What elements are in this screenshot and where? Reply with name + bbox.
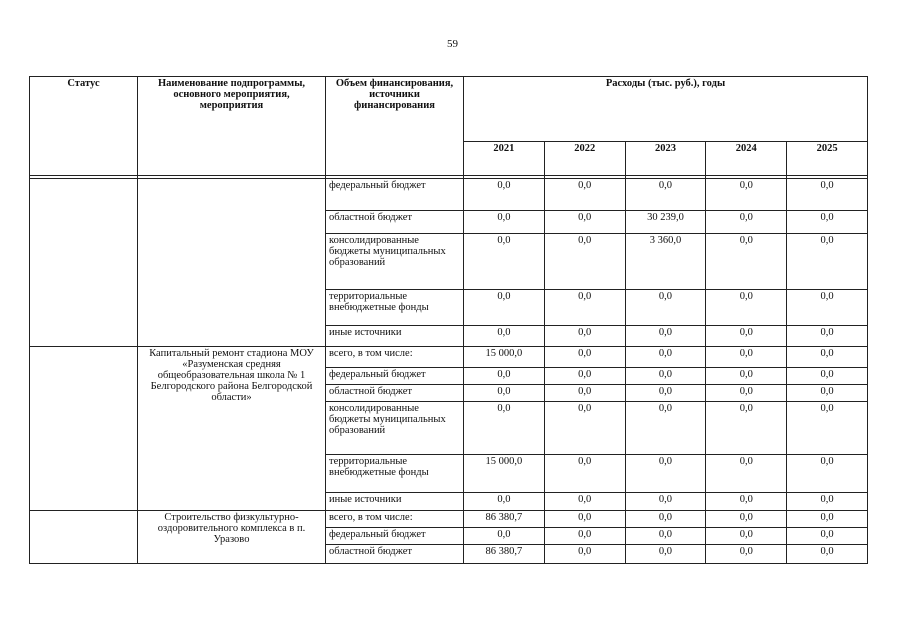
status-cell [30, 511, 138, 564]
value-cell-2021: 0,0 [464, 326, 545, 347]
funding-source-cell: областной бюджет [326, 545, 464, 564]
value-cell-2025: 0,0 [787, 368, 868, 385]
funding-source-cell: федеральный бюджет [326, 368, 464, 385]
financing-table [29, 76, 868, 564]
value-cell-2022: 0,0 [544, 234, 625, 290]
value-cell-2023: 0,0 [625, 455, 706, 493]
status-cell [30, 179, 138, 347]
value-cell-2021: 0,0 [464, 211, 545, 234]
value-cell-2025: 0,0 [787, 528, 868, 545]
value-cell-2025: 0,0 [787, 179, 868, 211]
value-cell-2025: 0,0 [787, 211, 868, 234]
value-cell-2023: 30 239,0 [625, 211, 706, 234]
value-cell-2022: 0,0 [544, 511, 625, 528]
table-body [30, 176, 868, 564]
value-cell-2024: 0,0 [706, 511, 787, 528]
value-cell-2024: 0,0 [706, 347, 787, 368]
value-cell-2022: 0,0 [544, 528, 625, 545]
value-cell-2024: 0,0 [706, 211, 787, 234]
page-number: 59 [447, 38, 458, 50]
funding-source-cell: консолидированные бюджеты муниципальных образований [326, 402, 464, 455]
header-year: 2024 [706, 142, 787, 176]
funding-source-cell: иные источники [326, 493, 464, 511]
value-cell-2025: 0,0 [787, 511, 868, 528]
value-cell-2023: 0,0 [625, 347, 706, 368]
funding-source-cell: территориальные внебюджетные фонды [326, 455, 464, 493]
header-year: 2022 [544, 142, 625, 176]
value-cell-2021: 0,0 [464, 493, 545, 511]
value-cell-2023: 0,0 [625, 368, 706, 385]
header-expenses: Расходы (тыс. руб.), годы [464, 77, 868, 142]
value-cell-2025: 0,0 [787, 545, 868, 564]
value-cell-2022: 0,0 [544, 347, 625, 368]
table-row [30, 511, 868, 528]
funding-source-cell: областной бюджет [326, 211, 464, 234]
value-cell-2025: 0,0 [787, 326, 868, 347]
value-cell-2021: 0,0 [464, 290, 545, 326]
value-cell-2025: 0,0 [787, 347, 868, 368]
value-cell-2023: 0,0 [625, 493, 706, 511]
funding-source-cell: всего, в том числе: [326, 511, 464, 528]
value-cell-2024: 0,0 [706, 179, 787, 211]
value-cell-2023: 0,0 [625, 528, 706, 545]
value-cell-2021: 86 380,7 [464, 545, 545, 564]
value-cell-2023: 0,0 [625, 385, 706, 402]
value-cell-2022: 0,0 [544, 290, 625, 326]
status-cell [30, 347, 138, 511]
value-cell-2021: 0,0 [464, 385, 545, 402]
value-cell-2024: 0,0 [706, 455, 787, 493]
value-cell-2023: 3 360,0 [625, 234, 706, 290]
value-cell-2023: 0,0 [625, 545, 706, 564]
header-year: 2025 [787, 142, 868, 176]
activity-name-cell [138, 179, 326, 347]
value-cell-2021: 15 000,0 [464, 347, 545, 368]
header-year: 2021 [464, 142, 545, 176]
header-status: Статус [30, 77, 138, 176]
value-cell-2024: 0,0 [706, 290, 787, 326]
value-cell-2023: 0,0 [625, 511, 706, 528]
value-cell-2023: 0,0 [625, 179, 706, 211]
value-cell-2024: 0,0 [706, 402, 787, 455]
funding-source-cell: федеральный бюджет [326, 528, 464, 545]
funding-source-cell: областной бюджет [326, 385, 464, 402]
value-cell-2024: 0,0 [706, 234, 787, 290]
value-cell-2025: 0,0 [787, 385, 868, 402]
value-cell-2024: 0,0 [706, 528, 787, 545]
value-cell-2022: 0,0 [544, 368, 625, 385]
value-cell-2023: 0,0 [625, 290, 706, 326]
header-volume: Объем финансирования, источники финансирования [326, 77, 464, 176]
value-cell-2022: 0,0 [544, 326, 625, 347]
value-cell-2021: 15 000,0 [464, 455, 545, 493]
value-cell-2025: 0,0 [787, 493, 868, 511]
value-cell-2024: 0,0 [706, 326, 787, 347]
table-row [30, 347, 868, 368]
value-cell-2025: 0,0 [787, 402, 868, 455]
funding-source-cell: консолидированные бюджеты муниципальных образований [326, 234, 464, 290]
value-cell-2021: 0,0 [464, 368, 545, 385]
value-cell-2025: 0,0 [787, 290, 868, 326]
value-cell-2023: 0,0 [625, 402, 706, 455]
activity-name-cell: Капитальный ремонт стадиона МОУ «Разуменская средняя общеобразовательная школа № 1 Белгородского района Белгородской области» [138, 347, 326, 511]
value-cell-2024: 0,0 [706, 493, 787, 511]
header-name: Наименование подпрограммы, основного мероприятия, мероприятия [138, 77, 326, 176]
value-cell-2024: 0,0 [706, 368, 787, 385]
value-cell-2025: 0,0 [787, 234, 868, 290]
value-cell-2025: 0,0 [787, 455, 868, 493]
table-row [30, 179, 868, 211]
funding-source-cell: территориальные внебюджетные фонды [326, 290, 464, 326]
value-cell-2022: 0,0 [544, 545, 625, 564]
value-cell-2022: 0,0 [544, 385, 625, 402]
funding-source-cell: федеральный бюджет [326, 179, 464, 211]
value-cell-2021: 0,0 [464, 234, 545, 290]
value-cell-2021: 0,0 [464, 528, 545, 545]
funding-source-cell: всего, в том числе: [326, 347, 464, 368]
value-cell-2022: 0,0 [544, 493, 625, 511]
value-cell-2022: 0,0 [544, 179, 625, 211]
value-cell-2024: 0,0 [706, 385, 787, 402]
header-year: 2023 [625, 142, 706, 176]
value-cell-2022: 0,0 [544, 211, 625, 234]
value-cell-2022: 0,0 [544, 455, 625, 493]
value-cell-2023: 0,0 [625, 326, 706, 347]
value-cell-2021: 86 380,7 [464, 511, 545, 528]
funding-source-cell: иные источники [326, 326, 464, 347]
activity-name-cell: Строительство физкультурно-оздоровительного комплекса в п. Уразово [138, 511, 326, 564]
value-cell-2021: 0,0 [464, 179, 545, 211]
value-cell-2022: 0,0 [544, 402, 625, 455]
value-cell-2024: 0,0 [706, 545, 787, 564]
value-cell-2021: 0,0 [464, 402, 545, 455]
